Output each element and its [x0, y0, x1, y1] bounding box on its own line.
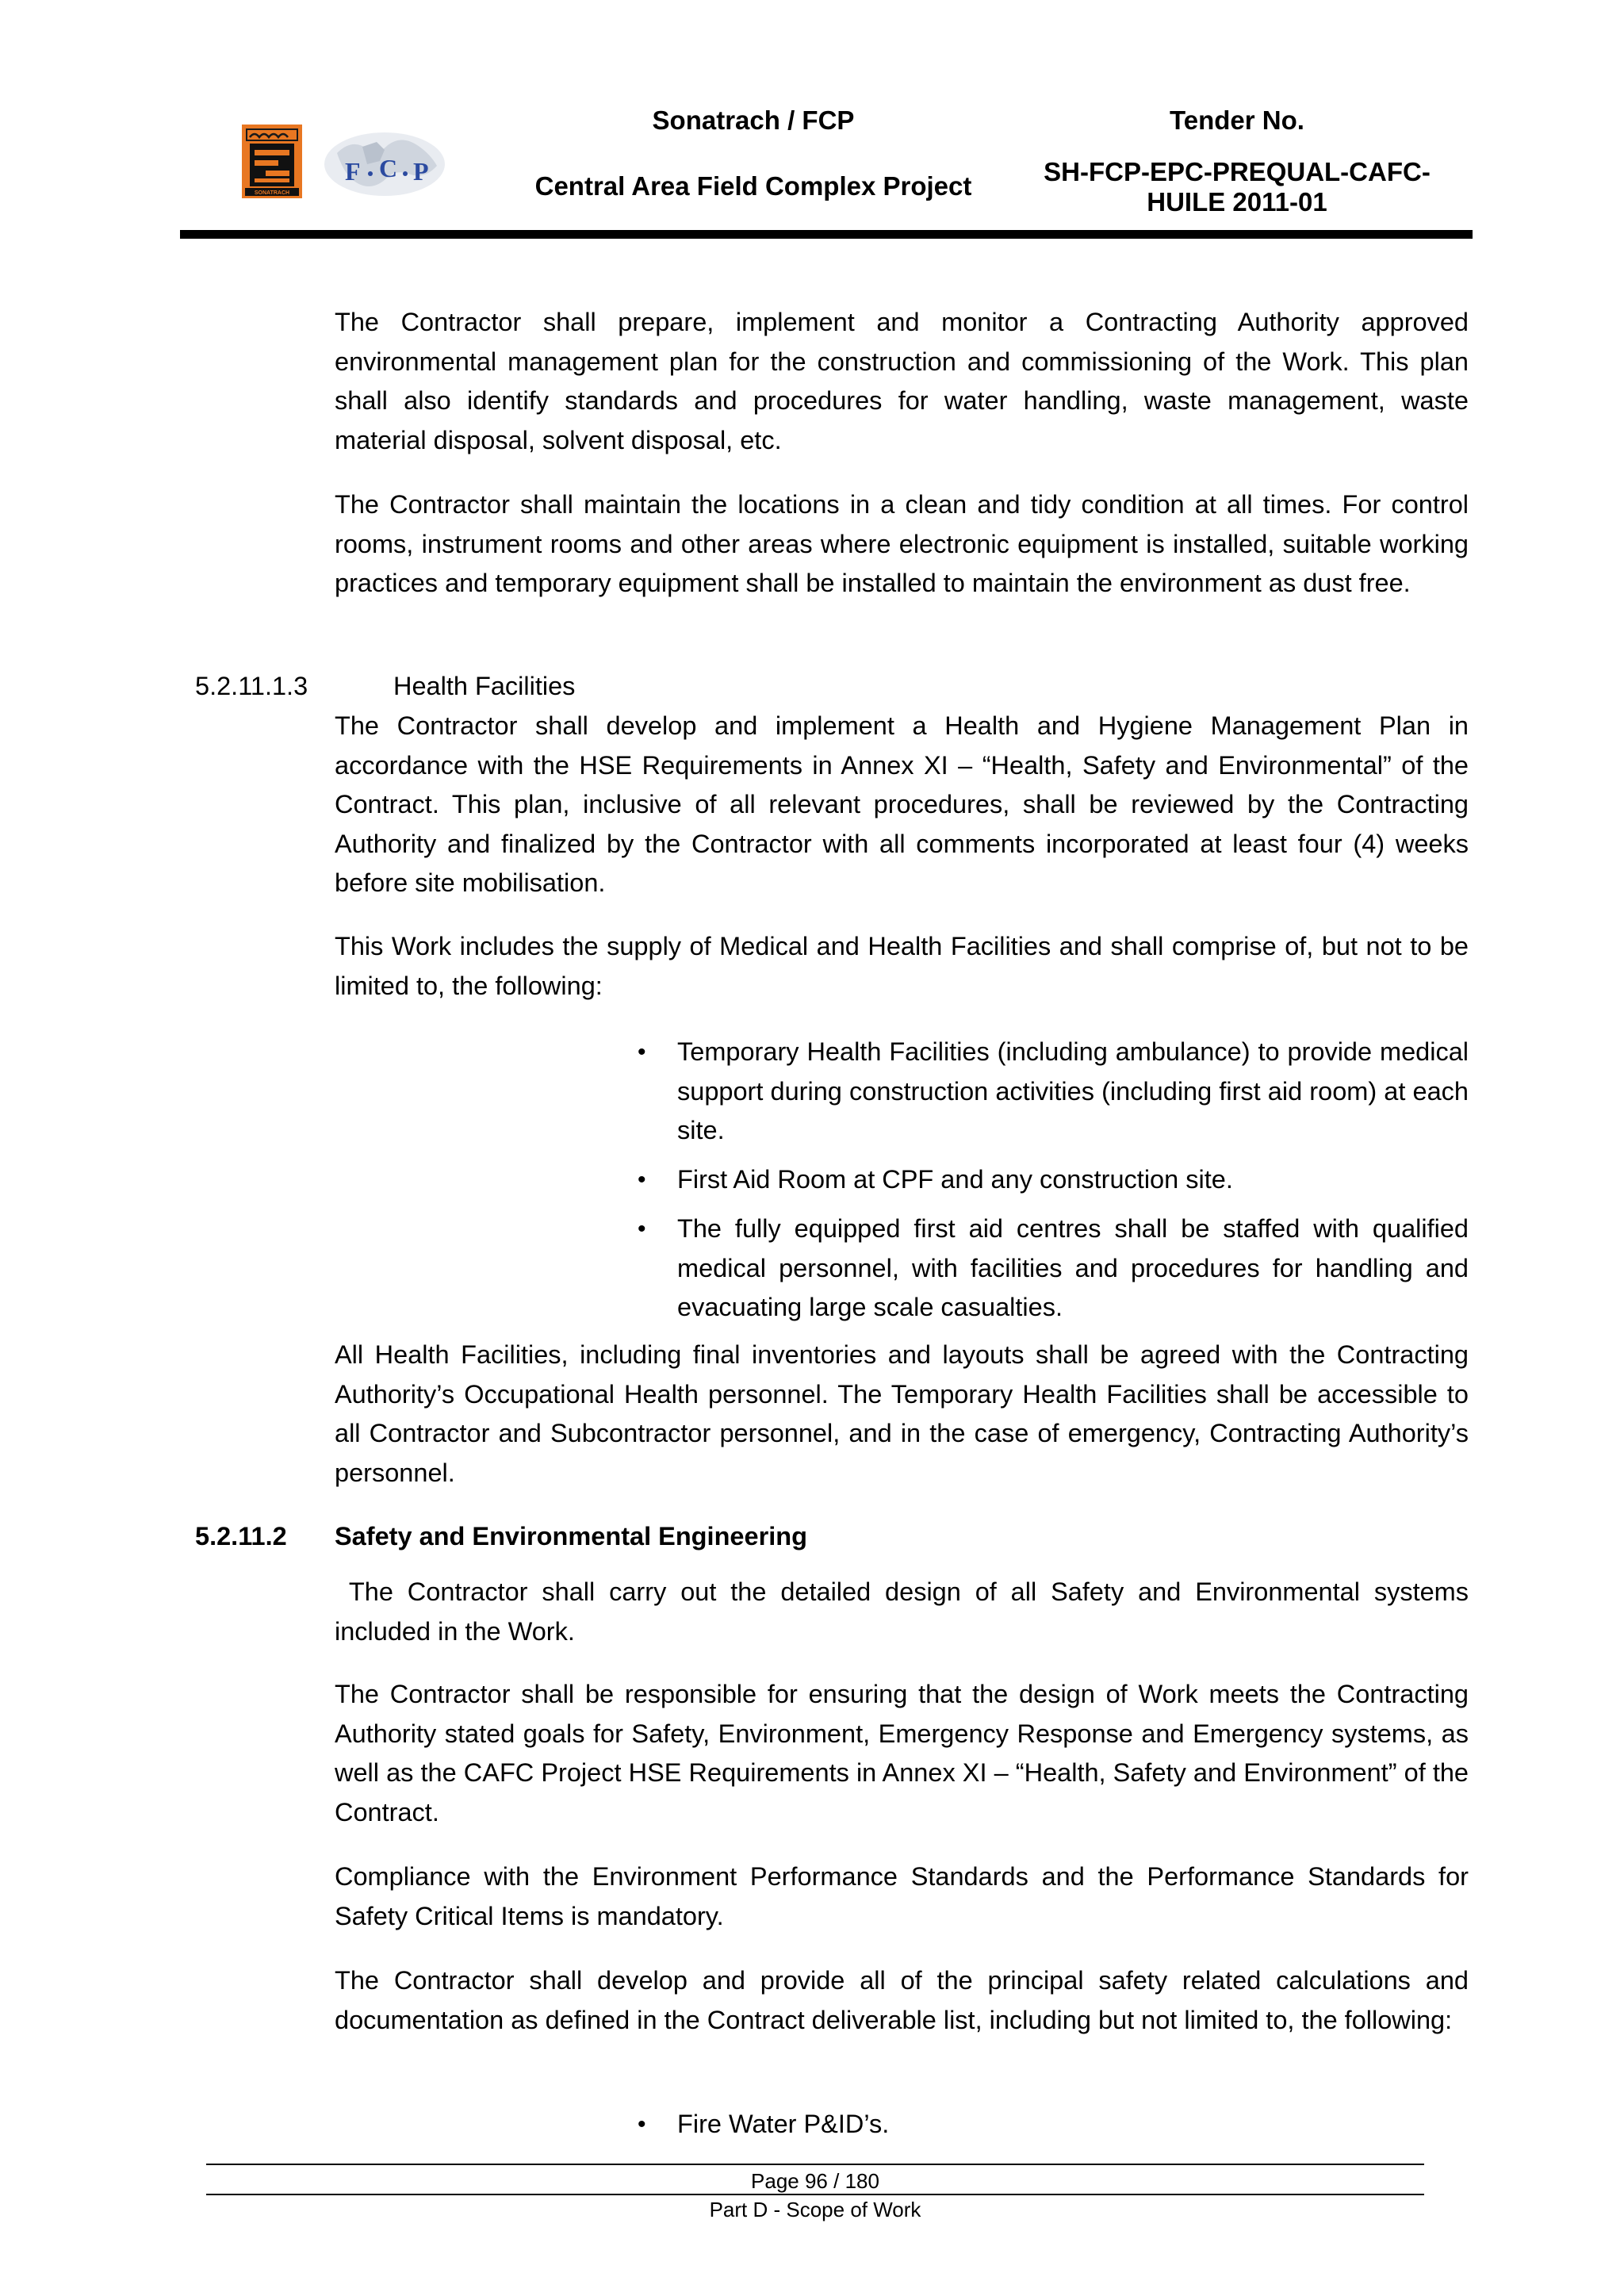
bullet-first-aid-centres: The fully equipped first aid centres shall be staffed with qualified medical personnel, with facilities and procedures for handling and evacuating large scale casualties.	[677, 1214, 1469, 1322]
bullet-marker: •	[638, 1216, 646, 1242]
section-number-5-2-11-1-3: 5.2.11.1.3	[195, 672, 308, 700]
clean-locations-paragraph: The Contractor shall maintain the locations in a clean and tidy condition at all times. For control rooms, instrument rooms and other areas where electronic equipment is installed, suitable working practices and temporary equipment shall be installed to maintain the environment as dust free.	[335, 490, 1469, 598]
footer-page-number: Page 96 / 180	[751, 2169, 879, 2193]
header-tender-number-line2: HUILE 2011-01	[1147, 187, 1327, 217]
bullet-marker: •	[638, 1167, 646, 1193]
safety-calculations-paragraph: The Contractor shall develop and provide all of the principal safety related calculations and documentation as defined in the Contract deliverable list, including but not limited to, the following:	[335, 1966, 1469, 2034]
bullet-fire-water-pids: Fire Water P&ID’s.	[677, 2110, 890, 2138]
fcp-logo-letter-f: F	[345, 157, 361, 186]
bullet-first-aid-room: First Aid Room at CPF and any construction site.	[677, 1165, 1233, 1194]
footer-part-title: Part D - Scope of Work	[709, 2198, 921, 2221]
compliance-paragraph: Compliance with the Environment Performance Standards and the Performance Standards for Safety Critical Items is mandatory.	[335, 1862, 1469, 1930]
section-title-safety-environmental-engineering: Safety and Environmental Engineering	[335, 1522, 807, 1550]
design-goals-paragraph: The Contractor shall be responsible for ensuring that the design of Work meets the Contracting Authority stated goals for Safety, Environment, Emergency Response and Emergency systems, as well as the CAFC Project HSE Requirements in Annex XI – “Health, Safety and Environment” of the Contract.	[335, 1680, 1469, 1826]
health-plan-paragraph: The Contractor shall develop and implement a Health and Hygiene Management Plan in accordance with the HSE Requirements in Annex XI – “Health, Safety and Environmental” of the Contract. This plan, inclusive of all relevant procedures, shall be reviewed by the Contracting Authority and finalized by the Contractor with all comments incorporated at least four (4) weeks before site mobilisation.	[335, 711, 1469, 898]
header-divider	[180, 230, 1473, 239]
env-plan-paragraph: The Contractor shall prepare, implement and monitor a Contracting Authority approved environmental management plan for the construction and commissioning of the Work. This plan shall also identify standards and procedures for water handling, waste management, waste material disposal, solvent disposal, etc.	[335, 308, 1469, 454]
fcp-logo-letter-p: P	[413, 157, 429, 186]
safety-design-paragraph: The Contractor shall carry out the detailed design of all Safety and Environmental systems included in the Work.	[335, 1577, 1477, 1646]
health-facilities-access-paragraph: All Health Facilities, including final inventories and layouts shall be agreed with the Contracting Authority’s Occupational Health personnel. The Temporary Health Facilities shall be accessible to all Contractor and Subcontractor personnel, and in the case of emergency, Contracting Authority’s personnel.	[335, 1340, 1469, 1487]
header-tender-label: Tender No.	[1170, 105, 1304, 135]
header-tender-number-line1: SH-FCP-EPC-PREQUAL-CAFC-	[1044, 157, 1431, 186]
bullet-marker: •	[638, 1039, 646, 1065]
section-number-5-2-11-2: 5.2.11.2	[195, 1522, 287, 1550]
sonatrach-logo	[242, 125, 302, 198]
section-title-health-facilities: Health Facilities	[393, 672, 576, 700]
footer-top-divider	[206, 2164, 1424, 2165]
fcp-logo	[321, 129, 448, 202]
header-project: Central Area Field Complex Project	[534, 171, 972, 201]
bullet-marker: •	[638, 2111, 646, 2137]
bullet-temporary-health-facilities: Temporary Health Facilities (including ambulance) to provide medical support during construction activities (including first aid room) at each site.	[677, 1037, 1469, 1145]
medical-facilities-intro-paragraph: This Work includes the supply of Medical and Health Facilities and shall comprise of, but not to be limited to, the following:	[335, 932, 1469, 1000]
fcp-logo-letter-c: C	[379, 154, 398, 182]
header-tender-number	[1023, 157, 1451, 217]
footer-middle-divider	[206, 2194, 1424, 2195]
svg-text:SONATRACH: SONATRACH	[254, 190, 290, 196]
header-company: Sonatrach / FCP	[652, 105, 855, 135]
